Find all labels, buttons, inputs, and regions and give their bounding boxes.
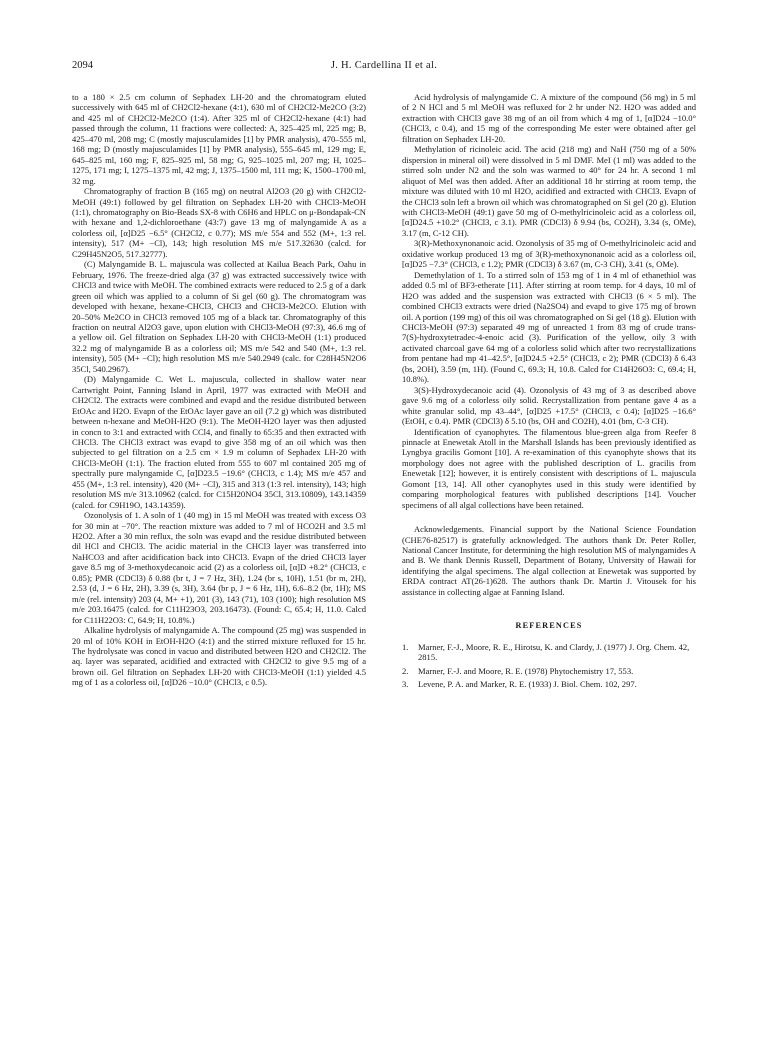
reference-text: Marner, F.-J., Moore, R. E., Hirotsu, K. and Clardy, J. (1977) J. Org. Chem. 42, 2815. [418,641,690,663]
right-column [402,92,696,693]
reference-text: Levene, P. A. and Marker, R. E. (1933) J. Biol. Chem. 102, 297. [418,679,637,690]
paragraph-malyngamide-b: (C) Malyngamide B. L. majuscula was collected at Kailua Beach Park, Oahu in February, 1976. The freeze-dried alga (37 g) was extracted successively twice with CHCl3 and twice with MeOH. The combined extracts were reduced to 2.5 g of a dark green oil which was applied to a column of Si gel (60 g). The chromatogram was developed with hexane, hexane-CHCl3, CHCl3 and CHCl3-Me2CO. Elution with 20–50% Me2CO in CHCl3 removed 105 mg of a black tar. Chromatography of this fraction on neutral Al2O3 gave, upon elution with CHCl3-MeOH (97:3), 46.6 mg of a yellow oil. Gel filtration on Sephadex LH-20 with CHCl3-MeOH (1:1) produced 32.2 mg of malyngamide B as a colorless oil; MS m/e 542 and 540 (M+, 1:3 rel. intensity), 505 (M+ −Cl); high resolution MS m/e 540.2949 (calc. for C28H45N2O6 35Cl, 540.2967). [72,259,366,374]
page-number: 2094 [72,60,93,71]
paragraph-hydroxydecanoic: 3(S)-Hydroxydecanoic acid (4). Ozonolysis of 43 mg of 3 as described above gave 9.6 mg of a colorless oily solid. Recrystallization from pentane gave 4 as a white granular solid, mp 43–44°, [α]D25 +17.5° (CHCl3, c 0.4); [α]D25 −16.6° (EtOH, c 0.4). PMR (CDCl3) δ 5.10 (bs, OH and CO2H), 4.01 (bm, C-3 CH). [402,384,696,427]
reference-number: 2. [402,665,409,676]
paragraph-malyngamide-a: Chromatography of fraction B (165 mg) on neutral Al2O3 (20 g) with CH2Cl2-MeOH (49:1) followed by gel filtration on Sephadex LH-20 with CHCl3-MeOH (1:1), chromatography on Bio-Beads SX-8 with C6H6 and HPLC on μ-Bondapak-CN with hexane and 1,2-dichloroethane (43:7) gave 13 mg of malyngamide A as a colorless oil, [α]D25 −6.5° (CH2Cl2, c 0.77); MS m/e 554 and 552 (M+, 1:3 rel. intensity), 517 (M+ −Cl), 143; high resolution MS m/e 517.32630 (calcd. for C29H45N2O5, 517.32777). [72,186,366,259]
references-list [402,642,696,690]
reference-text: Marner, F.-J. and Moore, R. E. (1978) Phytochemistry 17, 553. [418,665,634,676]
paragraph-demethylation: Demethylation of 1. To a stirred soln of 153 mg of 1 in 4 ml of ethanethiol was added 0.5 ml of BF3-etherate [11]. After stirring at room temp. for 4 days, 10 ml of H2O was added and the suspension was extracted with CHCl3 (6 × 5 ml). The combined CHCl3 extracts were dried (Na2SO4) and evapd to give 175 mg of brown oil. A portion (199 mg) of this oil was chromatographed on Si gel (18 g). Elution with CHCl3-MeOH (97:3) separated 49 mg of unreacted 1 from 83 mg of crude trans-7(S)-hydroxytetradec-4-enoic acid (3). Purification of the yellow, oily 3 with activated charcoal gave 64 mg of a colorless solid which after two recrystallizations from pentane had mp 41–42.5°, [α]D24.5 +2.5° (CHCl3, c 2); PMR (CDCl3) δ 6.43 (bs, 2OH), 3.59 (m, 1H). (Found C, 69.3; H, 10.8. Calcd for C14H26O3: C, 69.4; H, 10.8%). [402,269,696,385]
paragraph-identification: Identification of cyanophytes. The filamentous blue-green alga from Reefer 8 pinnacle at Enewetak Atoll in the Marshall Islands has been previously identified as Lyngbya gracilis Gomont [10]. A re-examination of this cyanophyte shows that its morphology does not agree with the published description of L. gracilis from Enewetak [12]; however, it is entirely consistent with descriptions of L. majuscula Gomont [13, 14]. All other cyanophytes used in this study were identified by comparing morphological features with published descriptions [14]. Voucher specimens of all algal collections have been retained. [402,426,696,510]
reference-item [402,642,696,663]
reference-number: 3. [402,679,409,690]
reference-item [402,666,696,676]
paragraph-alkaline-hydrolysis: Alkaline hydrolysis of malyngamide A. The compound (25 mg) was suspended in 20 ml of 10% KOH in EtOH-H2O (4:1) and the stirred mixture refluxed for 15 hr. The hydrolysate was concd in vacuo and distributed between H2O and CH2Cl2. The aq. layer was separated, acidified and extracted with CH2Cl2 to give 9.5 mg of a brown oil. Gel filtration on Sephadex LH-20 with CHCl3-MeOH (1:1) yielded 4.5 mg of 1 as a colorless oil, [α]D26 −10.0° (CHCl3, c 0.5). [72,625,366,688]
paragraph-ozonolysis: Ozonolysis of 1. A soln of 1 (40 mg) in 15 ml MeOH was treated with excess O3 for 30 min at −70°. The reaction mixture was added to 7 ml of HCO2H and 3.5 ml H2O2. After a 30 min reflux, the soln was evapd and the residue distributed between dil HCl and CHCl3. The acidic material in the CHCl3 layer was transferred into NaHCO3 and after acidification back into CHCl3. Evapn of the dried CHCl3 layer gave 8.5 mg of 3-methoxydecanoic acid (2) as a colorless oil, [α]D +8.2° (CHCl3, c 0.85); PMR (CDCl3) δ 0.88 (br t, J = 7 Hz, 3H), 1.24 (br s, 10H), 1.51 (br m, 2H), 2.53 (d, J = 6 Hz, 2H), 3.39 (s, 3H), 3.64 (br p, J = 6 Hz, 1H), 6.6–8.2 (br, 1H); MS m/e (rel. intensity) 203 (4, M+ +1), 201 (3), 143 (71), 103 (100); high resolution MS m/e 203.16475 (calcd. for C11H23O3, 203.16473). (Found: C, 65.4; H, 11.0. Calcd for C11H22O3: C, 64.9; H, 10.8%.) [72,510,366,625]
acknowledgements: Acknowledgements. Financial support by the National Science Foundation (CHE76-82517) is gratefully acknowledged. The authors thank Dr. Peter Roller, National Cancer Institute, for determining the high resolution MS of malyngamides A and B. We thank Dennis Russell, Department of Botany, University of Hawaii for identifying the algal specimens. The algal collection at Enewetak was supported by ERDA contract AT(26-1)628. The authors thank Dr. Martin J. Vitousek for his assistance in collecting algae at Fanning Island. [402,524,696,597]
paragraph-fractionation: to a 180 × 2.5 cm column of Sephadex LH-20 and the chromatogram eluted successively with 645 ml of CH2Cl2-hexane (4:1), 630 ml of CH2Cl2-Me2CO (3:2) and 425 ml of CH2Cl2-Me2CO (1:4). After 325 ml of CH2Cl2-hexane (4:1) had passed through the column, 11 fractions were collected: A, 325–425 ml, 225 mg; B, 425–470 ml, 208 mg; C (mostly majusculamides [1] by PMR analysis), 470–555 ml, 168 mg; D (mostly majusculamides [1] by PMR analysis), 555–645 ml, 129 mg; E, 645–825 ml, 160 mg; F, 825–925 ml, 58 mg; G, 925–1025 ml, 207 mg; H, 1025–1275, 171 mg; I, 1275–1375 ml, 42 mg; J, 1375–1500 ml, 111 mg; K, 1500–1700 ml, 32 mg. [72,92,366,186]
running-head: J. H. Cardellina II et al. [330,60,438,71]
paragraph-methylation: Methylation of ricinoleic acid. The acid (218 mg) and NaH (750 mg of a 50% dispersion in mineral oil) were dissolved in 5 ml DMF. MeI (1 ml) was added to the stirred soln under N2 and the soln was warmed to 40° for 24 hr. A second 1 ml aliquot of MeI was then added. After an additional 18 hr stirring at room temp, the mixture was diluted with 10 ml H2O, acidified and extracted with CHCl3. Evapn of the CHCl3 soln left a brown oil which was chromatographed on Si gel (20 g). Elution with CHCl3-MeOH (49:1) gave 50 mg of O-methylricinoleic acid as a colorless oil, [α]D24.5 +10.2° (CHCl3, c 3.1). PMR (CDCl3) δ 9.94 (bs, CO2H), 3.34 (s, OMe), 3.17 (m, C-12 CH). [402,144,696,238]
left-column [72,92,366,688]
reference-number: 1. [402,641,409,652]
paragraph-acid-hydrolysis: Acid hydrolysis of malyngamide C. A mixture of the compound (56 mg) in 5 ml of 2 N HCl and 5 ml MeOH was refluxed for 2 hr under N2. H2O was added and extraction with CHCl3 gave 38 mg of an oil from which 4 mg of 1, [α]D24 −10.0° (CHCl3, c 0.4), and 15 mg of the corresponding Me ester were obtained after gel filtration on Sephadex LH-20. [402,92,696,144]
page-header [72,60,696,76]
references-heading: REFERENCES [515,621,583,631]
paragraph-malyngamide-c: (D) Malyngamide C. Wet L. majuscula, collected in shallow water near Cartwright Point, Fanning Island in April, 1977 was extracted with MeOH and CH2Cl2. The extracts were combined and evapd and the residue distributed between EtOAc and H2O. Evapn of the EtOAc layer gave an oil (7.2 g) which was distributed between n-hexane and MeOH-H2O (9:1). The MeOH-H2O layer was then adjusted in concn to 3:1 and extracted with CCl4, and finally to 65:35 and then extracted with CHCl3. The CHCl3 extract was evapd to give 358 mg of an oil which was then subjected to gel filtration on a 2.5 cm × 1.9 m column of Sephadex LH-20 with CHCl3-MeOH (1:1). The fraction eluted from 555 to 607 ml contained 205 mg of spectrally pure malyngamide C, [α]D23.5 −19.6° (CHCl3, c 1.4); MS m/e 457 and 455 (M+, 1:3 rel. intensity), 420 (M+ −Cl), 315 and 313 (1:3 rel. intensity), 143; high resolution MS m/e 313.10962 (calcd. for C15H20NO4 35Cl, 313.10809), 143.14359 (calcd. for C9H19O, 143.14359). [72,374,366,510]
reference-item [402,679,696,689]
paragraph-methoxynonanoic: 3(R)-Methoxynonanoic acid. Ozonolysis of 35 mg of O-methylricinoleic acid and oxidative workup produced 13 mg of 3(R)-methoxynonanoic acid as a colorless oil, [α]D25 −7.3° (CHCl3, c 1.2); PMR (CDCl3) δ 3.67 (m, C-3 CH), 3.41 (s, OMe). [402,238,696,270]
